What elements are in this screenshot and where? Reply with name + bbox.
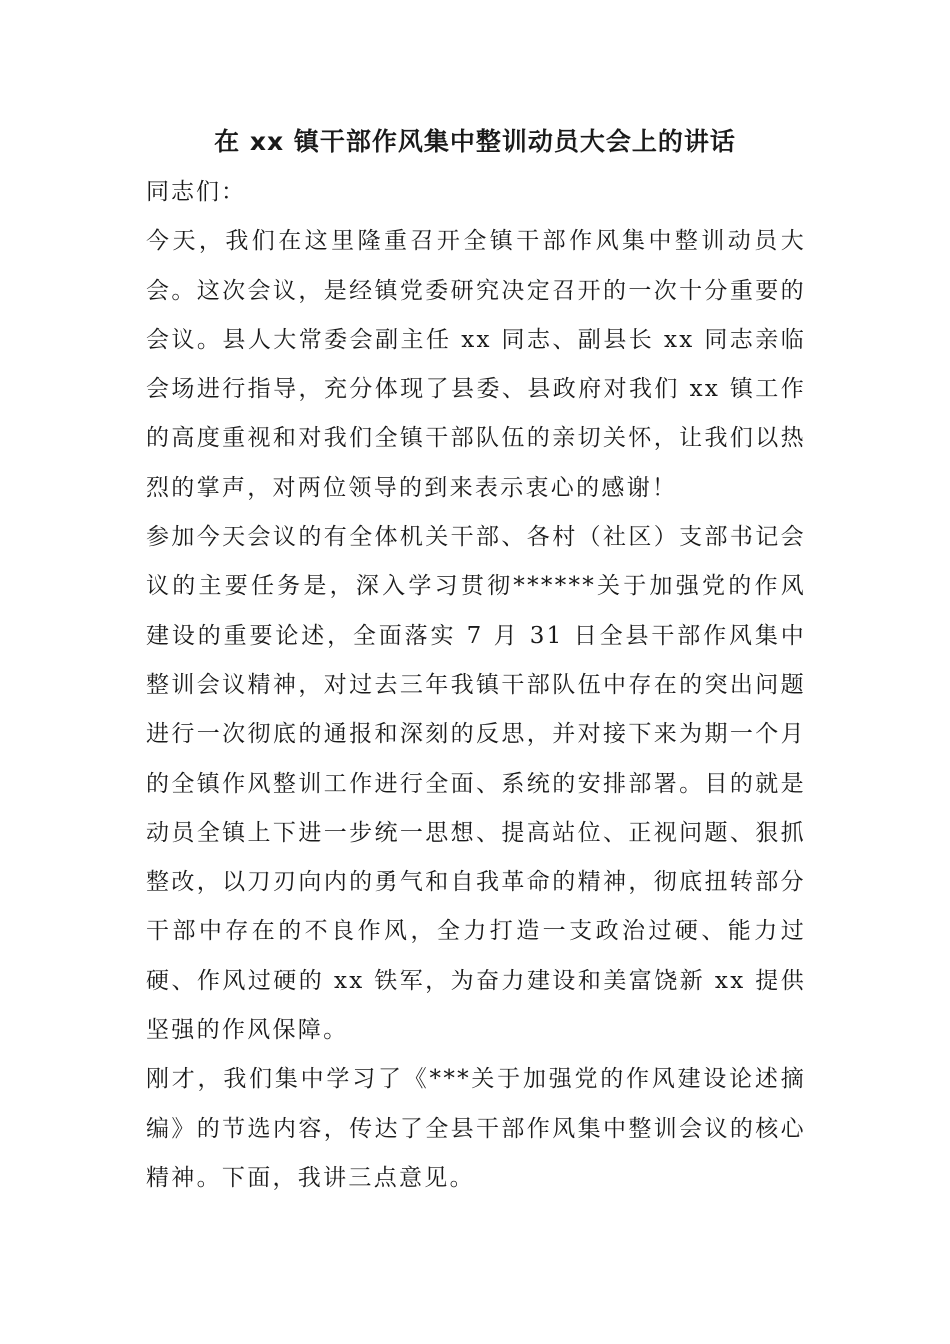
paragraph-transition: 刚才，我们集中学习了《***关于加强党的作风建设论述摘编》的节选内容，传达了全县干部作风集中整训会议的核心精神。下面，我讲三点意见。 <box>146 1066 806 1191</box>
document-body <box>146 168 806 1203</box>
paragraph-meeting-tasks: 参加今天会议的有全体机关干部、各村（社区）支部书记会议的主要任务是，深入学习贯彻******关于加强党的作风建设的重要论述，全面落实 7 月 31 日全县干部作风集中整训会议精神，对过去三年我镇干部队伍中存在的突出问题进行一次彻底的通报和深刻的反思，并对接下来为期一个月的全镇作风整训工作进行全面、系统的安排部署。目的就是动员全镇上下进一步统一思想、提高站位、正视问题、狠抓整改，以刀刃向内的勇气和自我革命的精神，彻底扭转部分干部中存在的不良作风，全力打造一支政治过硬、能力过硬、作风过硬的 xx 铁军，为奋力建设和美富饶新 xx 提供坚强的作风保障。 <box>146 524 806 1044</box>
document-title: 在 xx 镇干部作风集中整训动员大会上的讲话 <box>214 127 736 156</box>
paragraph-opening: 今天，我们在这里隆重召开全镇干部作风集中整训动员大会。这次会议，是经镇党委研究决定召开的一次十分重要的会议。县人大常委会副主任 xx 同志、副县长 xx 同志亲临会场进行指导，充分体现了县委、县政府对我们 xx 镇工作的高度重视和对我们全镇干部队伍的亲切关怀，让我们以热烈的掌声，对两位领导的到来表示衷心的感谢！ <box>146 228 806 501</box>
salutation: 同志们： <box>146 179 246 205</box>
